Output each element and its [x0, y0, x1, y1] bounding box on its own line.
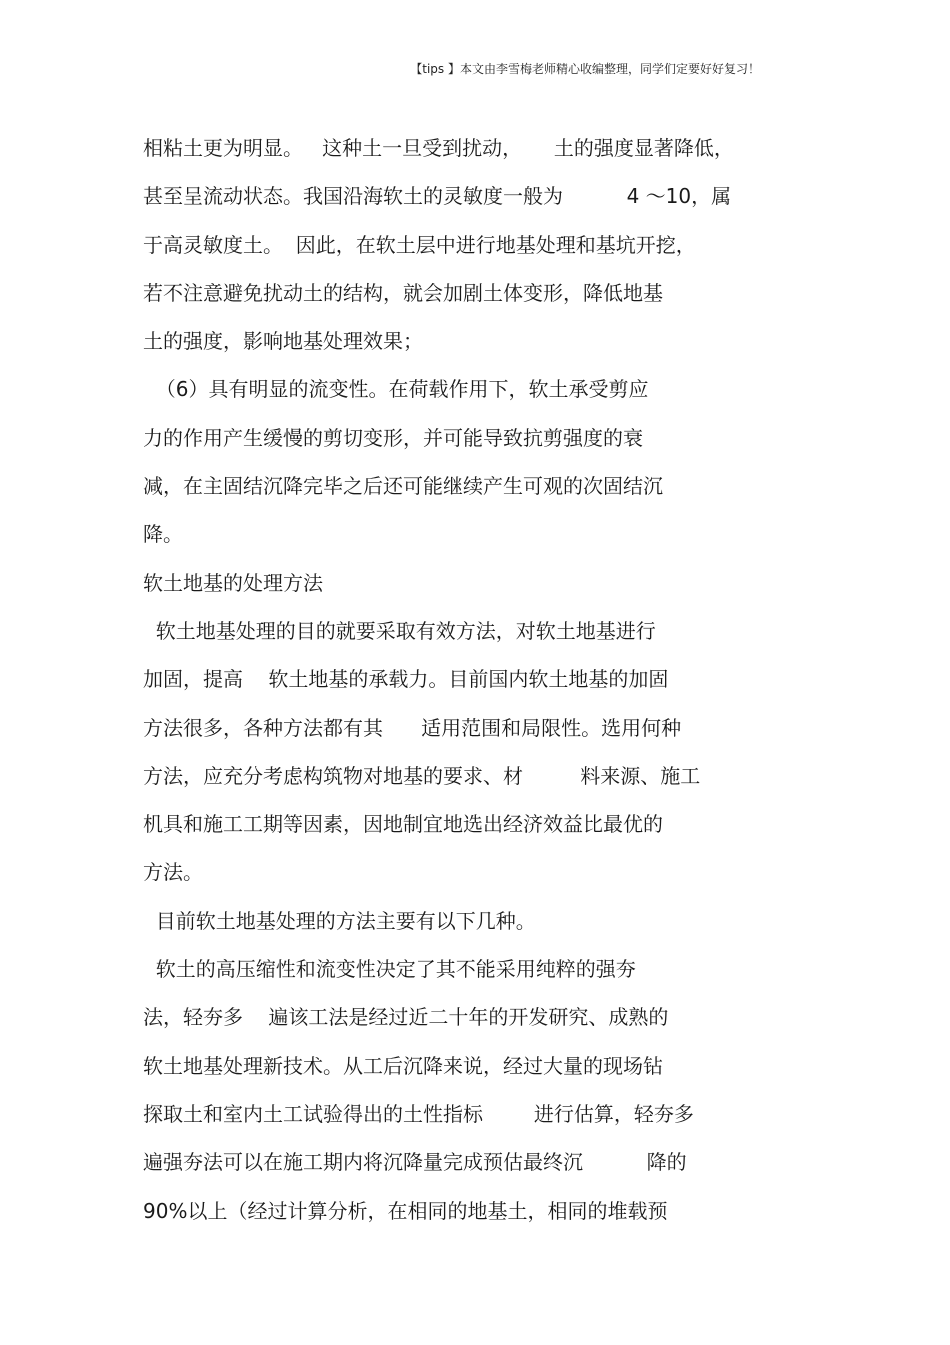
text-line: 目前软土地基处理的方法主要有以下几种。 [143, 908, 536, 933]
text-line: 软土地基处理的目的就要采取有效方法，对软土地基进行 [143, 618, 656, 643]
body-text [143, 124, 823, 1235]
text-line: 软土地基处理新技术。从工后沉降来说，经过大量的现场钻 [143, 1053, 663, 1078]
text-line: 相粘土更为明显。 这种土一旦受到扰动， 土的强度显著降低， [143, 136, 734, 160]
text-line: 90%以上（经过计算分析，在相同的地基土，相同的堆载预 [143, 1198, 668, 1223]
text-line: 力的作用产生缓慢的剪切变形，并可能导致抗剪强度的衰 [143, 425, 643, 450]
text-line: 于高灵敏度土。 因此，在软土层中进行地基处理和基坑开挖， [143, 232, 696, 257]
text-line: 遍强夯法可以在施工期内将沉降量完成预估最终沉 降的 [143, 1150, 687, 1175]
text-line: 探取土和室内土工试验得出的土性指标 进行估算，轻夯多 [143, 1101, 694, 1126]
section-heading: 软土地基的处理方法 [143, 570, 323, 595]
text-line: 软土的高压缩性和流变性决定了其不能采用纯粹的强夯 [143, 957, 636, 982]
text-line: （6）具有明显的流变性。在荷载作用下，软土承受剪应 [143, 377, 649, 402]
text-line: 减，在主固结沉降完毕之后还可能继续产生可观的次固结沉 [143, 474, 663, 499]
text-line: 方法，应充分考虑构筑物对地基的要求、材 料来源、施工 [143, 763, 701, 788]
text-line: 甚至呈流动状态。我国沿海软土的灵敏度一般为 4 ～10，属 [143, 184, 732, 209]
text-line: 降。 [143, 522, 183, 547]
page-header-note: 【tips 】本文由李雪梅老师精心收编整理，同学们定要好好复习！ [410, 62, 760, 76]
text-line: 若不注意避免扰动土的结构，就会加剧土体变形，降低地基 [143, 280, 663, 305]
text-line: 方法很多，各种方法都有其 适用范围和局限性。选用何种 [143, 715, 682, 740]
text-line: 方法。 [143, 860, 203, 885]
text-line: 机具和施工工期等因素，因地制宜地选出经济效益比最优的 [143, 812, 663, 837]
text-line: 土的强度，影响地基处理效果； [143, 329, 423, 354]
text-line: 加固，提高 软土地基的承载力。目前国内软土地基的加固 [143, 667, 669, 692]
text-line: 法，轻夯多 遍该工法是经过近二十年的开发研究、成熟的 [143, 1005, 669, 1030]
